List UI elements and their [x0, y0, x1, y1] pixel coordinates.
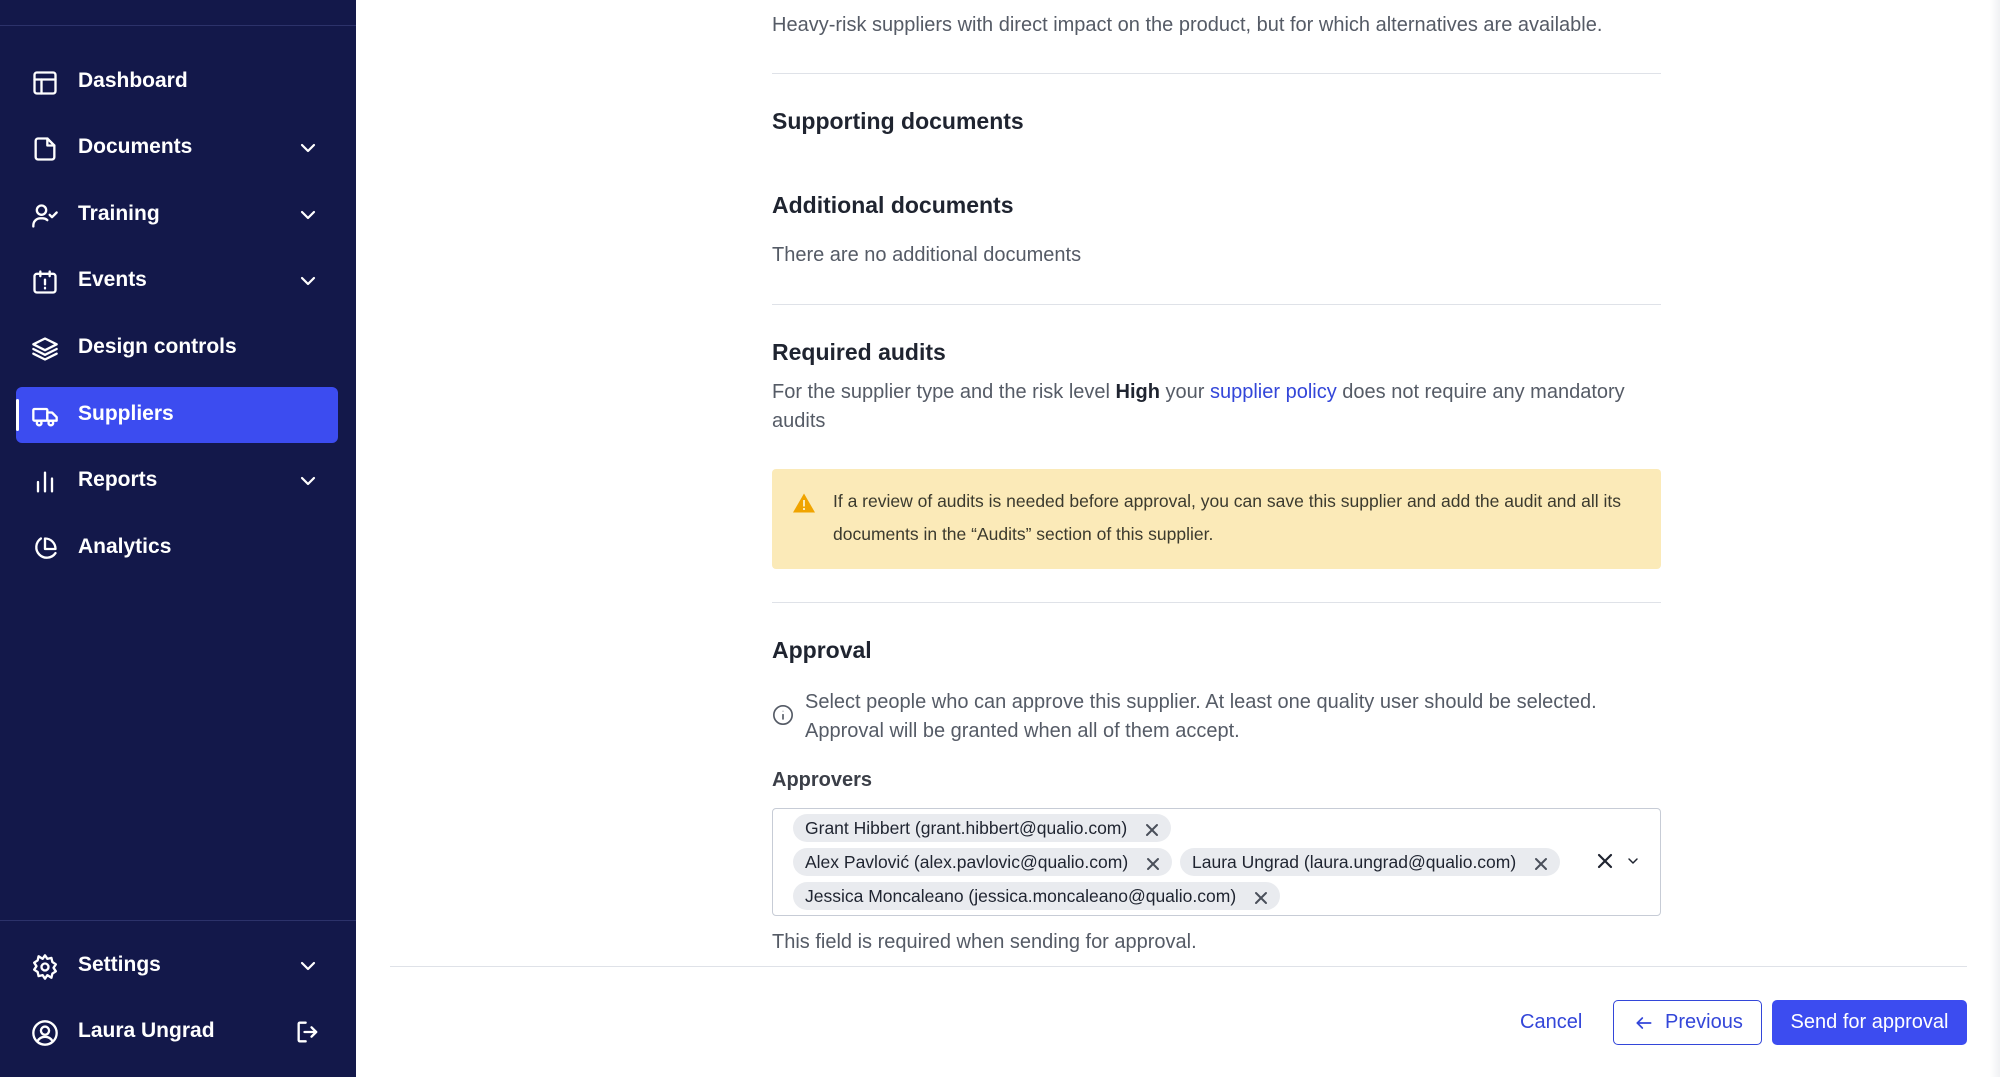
pie-chart-icon [30, 534, 60, 564]
audit-warning-banner [772, 469, 1661, 569]
sidebar-item-label: Events [78, 268, 147, 291]
scroll-edge [1990, 0, 2000, 1077]
sidebar-user[interactable] [16, 1004, 338, 1060]
approvers-select[interactable] [772, 808, 1661, 916]
approvers-label: Approvers [772, 769, 873, 791]
sidebar-item-label: Suppliers [78, 402, 174, 425]
cancel-button[interactable]: Cancel [1510, 1002, 1592, 1042]
clear-all-icon[interactable] [1595, 851, 1615, 871]
approver-chip-label: Grant Hibbert (grant.hibbert@qualio.com) [805, 818, 1128, 838]
remove-approver-icon[interactable] [1144, 853, 1162, 871]
approval-info-text: Select people who can approve this supplier. At least one quality user should be selected. Approval will be granted when all of them accept. [805, 691, 1597, 742]
remove-approver-icon[interactable] [1532, 853, 1550, 871]
sidebar-item-label: Dashboard [78, 69, 188, 92]
approver-chip [793, 882, 1280, 910]
sidebar-item-settings[interactable] [16, 938, 338, 994]
footer-divider [390, 966, 1967, 967]
arrow-left-icon [1634, 1013, 1654, 1033]
sidebar-item-label: Reports [78, 468, 158, 491]
previous-button[interactable] [1613, 1000, 1762, 1045]
sidebar-item-label: Settings [78, 953, 161, 976]
additional-documents-heading: Additional documents [772, 192, 1014, 218]
approver-chip-label: Laura Ungrad (laura.ungrad@qualio.com) [1192, 852, 1517, 872]
chevron-down-icon[interactable] [296, 269, 320, 293]
audits-text: your [1159, 381, 1210, 403]
approver-chip-label: Alex Pavlović (alex.pavlovic@qualio.com) [805, 852, 1129, 872]
audit-warning-text: If a review of audits is needed before approval, you can save this supplier and add the audit and all its documents in the “Audits” section of this supplier. [833, 491, 1621, 544]
risk-level: High [1115, 381, 1160, 403]
supplier-policy-link[interactable]: supplier policy [1209, 381, 1337, 403]
sidebar-divider [0, 25, 356, 26]
info-icon [772, 704, 794, 726]
sidebar-item-reports[interactable] [16, 453, 338, 509]
remove-approver-icon[interactable] [1143, 819, 1161, 837]
audits-text: For the supplier type and the risk level [772, 381, 1116, 403]
sidebar-item-design-controls[interactable] [16, 320, 338, 376]
chevron-down-icon[interactable] [296, 203, 320, 227]
additional-documents-empty: There are no additional documents [772, 244, 1082, 266]
audits-text: does not require any mandatory audits [772, 381, 1625, 432]
remove-approver-icon[interactable] [1252, 887, 1270, 905]
approval-heading: Approval [772, 637, 872, 663]
sidebar-item-label: Training [78, 202, 160, 225]
previous-button-label: Previous [1665, 1011, 1743, 1033]
gear-icon [30, 952, 60, 982]
approver-chip [1180, 848, 1560, 876]
dashboard-icon [30, 68, 60, 98]
calendar-alert-icon [30, 267, 60, 297]
warning-icon [792, 491, 816, 515]
truck-icon [30, 401, 60, 431]
sidebar-item-suppliers[interactable] [16, 387, 338, 443]
approver-chip-label: Jessica Moncaleano (jessica.moncaleano@qualio.com) [805, 886, 1237, 906]
logout-icon[interactable] [294, 1018, 322, 1046]
sidebar-item-label: Analytics [78, 535, 172, 558]
approvers-helper-text: This field is required when sending for approval. [772, 931, 1197, 953]
section-divider [772, 73, 1661, 74]
user-check-icon [30, 201, 60, 231]
sidebar-item-training[interactable] [16, 187, 338, 243]
sidebar-item-events[interactable] [16, 253, 338, 309]
chevron-down-icon[interactable] [1625, 853, 1641, 869]
approver-chip [793, 814, 1171, 842]
approver-chip [793, 848, 1172, 876]
chevron-down-icon[interactable] [296, 136, 320, 160]
sidebar-item-dashboard[interactable] [16, 54, 338, 110]
bar-chart-icon [30, 467, 60, 497]
layers-icon [30, 334, 60, 364]
sidebar [0, 0, 356, 1077]
required-audits-heading: Required audits [772, 339, 946, 365]
risk-description: Heavy-risk suppliers with direct impact on the product, but for which alternatives are available. [772, 14, 1603, 36]
sidebar-item-analytics[interactable] [16, 520, 338, 576]
send-for-approval-button[interactable]: Send for approval [1772, 1000, 1967, 1045]
section-divider [772, 304, 1661, 305]
sidebar-item-label: Design controls [78, 335, 237, 358]
section-divider [772, 602, 1661, 603]
user-avatar-icon [30, 1018, 60, 1048]
chevron-down-icon[interactable] [296, 469, 320, 493]
document-icon [30, 134, 60, 164]
required-audits-text [772, 378, 1661, 436]
user-name: Laura Ungrad [78, 1019, 215, 1042]
chevron-down-icon[interactable] [296, 954, 320, 978]
sidebar-divider [0, 920, 356, 921]
supporting-documents-heading: Supporting documents [772, 108, 1024, 134]
sidebar-item-documents[interactable] [16, 120, 338, 176]
sidebar-item-label: Documents [78, 135, 193, 158]
